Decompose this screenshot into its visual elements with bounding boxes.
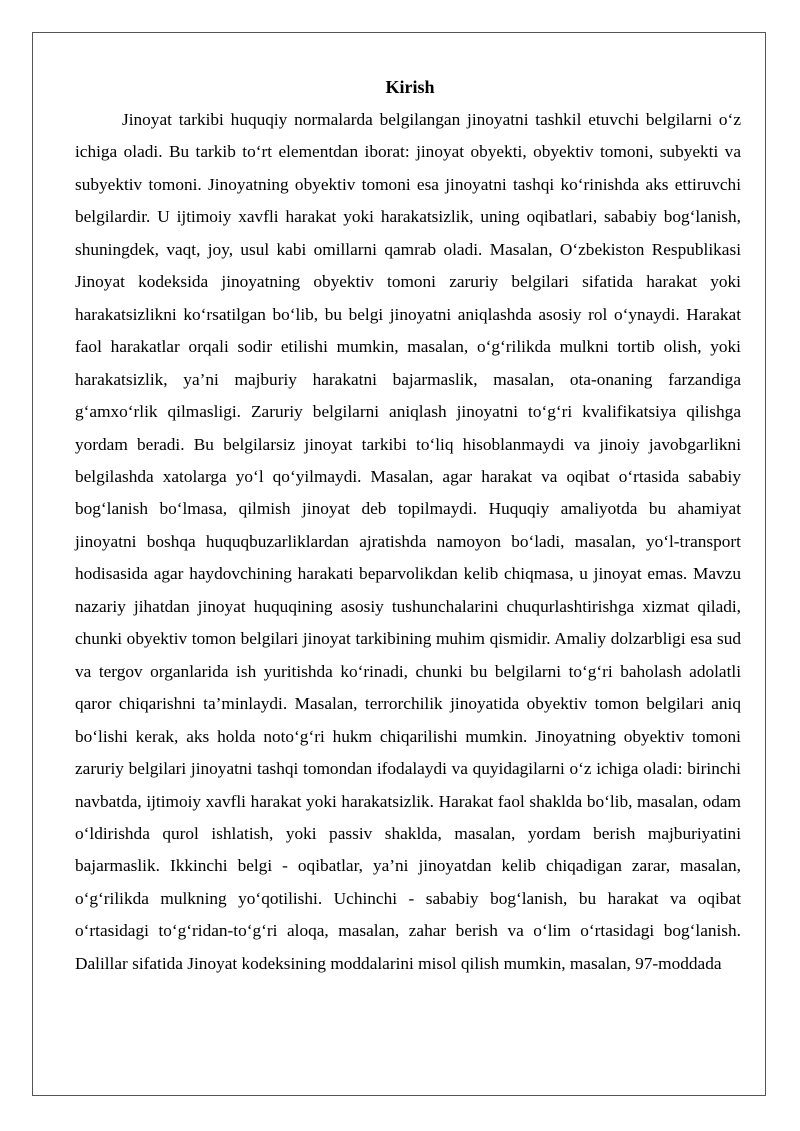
body-paragraph: Jinoyat tarkibi huquqiy normalarda belgilangan jinoyatni tashkil etuvchi belgilarni o‘z ichiga oladi. Bu tarkib to‘rt elementdan iborat: jinoyat obyekti, obyektiv tomoni, subyekti va subyektiv tomoni. Jinoyatning obyektiv tomoni esa jinoyatni tashqi ko‘rinishda aks ettiruvchi belgilardir. U ijtimoiy xavfli harakat yoki harakatsizlik, uning oqibatlari, sababiy bog‘lanish, shuningdek, vaqt, joy, usul kabi omillarni qamrab oladi. Masalan, O‘zbekiston Respublikasi Jinoyat kodeksida jinoyatning obyektiv tomoni zaruriy belgilari sifatida harakat yoki harakatsizlikni ko‘rsatilgan bo‘lib, bu belgi jinoyatni aniqlashda asosiy rol o‘ynaydi. Harakat faol harakatlar orqali sodir etilishi mumkin, masalan, o‘g‘rilikda mulkni tortib olish, yoki harakatsizlik, ya’ni majburiy harakatni bajarmaslik, masalan, ota-onaning farzandiga g‘amxo‘rlik qilmasligi. Zaruriy belgilarni aniqlash jinoyatni to‘g‘ri kvalifikatsiya qilishga yordam beradi. Bu belgilarsiz jinoyat tarkibi to‘liq hisoblanmaydi va jinoiy javobgarlikni belgilashda xatolarga yo‘l qo‘yilmaydi. Masalan, agar harakat va oqibat o‘rtasida sababiy bog‘lanish bo‘lmasa, qilmish jinoyat deb topilmaydi. Huquqiy amaliyotda bu ahamiyat jinoyatni boshqa huquqbuzarliklardan ajratishda namoyon bo‘ladi, masalan, yo‘l-transport hodisasida agar haydovchining harakati beparvolikdan kelib chiqmasa, u jinoyat emas. Mavzu nazariy jihatdan jinoyat huquqining asosiy tushunchalarini chuqurlashtirishga xizmat qiladi, chunki obyektiv tomon belgilari jinoyat tarkibining muhim qismidir. Amaliy dolzarbligi esa sud va tergov organlarida ish yuritishda ko‘rinadi, chunki bu belgilarni to‘g‘ri baholash adolatli qaror chiqarishni ta’minlaydi. Masalan, terrorchilik jinoyatida obyektiv tomon belgilari aniq bo‘lishi kerak, aks holda noto‘g‘ri hukm chiqarilishi mumkin. Jinoyatning obyektiv tomoni zaruriy belgilari jinoyatni tashqi tomondan ifodalaydi va quyidagilarni o‘z ichiga oladi: birinchi navbatda, ijtimoiy xavfli harakat yoki harakatsizlik. Harakat faol shaklda bo‘lib, masalan, odam o‘ldirishda qurol ishlatish, yoki passiv shaklda, masalan, yordam berish majburiyatini bajarmaslik. Ikkinchi belgi - oqibatlar, ya’ni jinoyatdan kelib chiqadigan zarar, masalan, o‘g‘rilikda mulkning yo‘qotilishi. Uchinchi - sababiy bog‘lanish, bu harakat va oqibat o‘rtasidagi to‘g‘ridan-to‘g‘ri aloqa, masalan, zahar berish va o‘lim o‘rtasidagi bog‘lanish. Dalillar sifatida Jinoyat kodeksining moddalarini misol qilish mumkin, masalan, 97-moddada	[75, 110, 741, 973]
section-heading: Kirish	[385, 77, 435, 97]
